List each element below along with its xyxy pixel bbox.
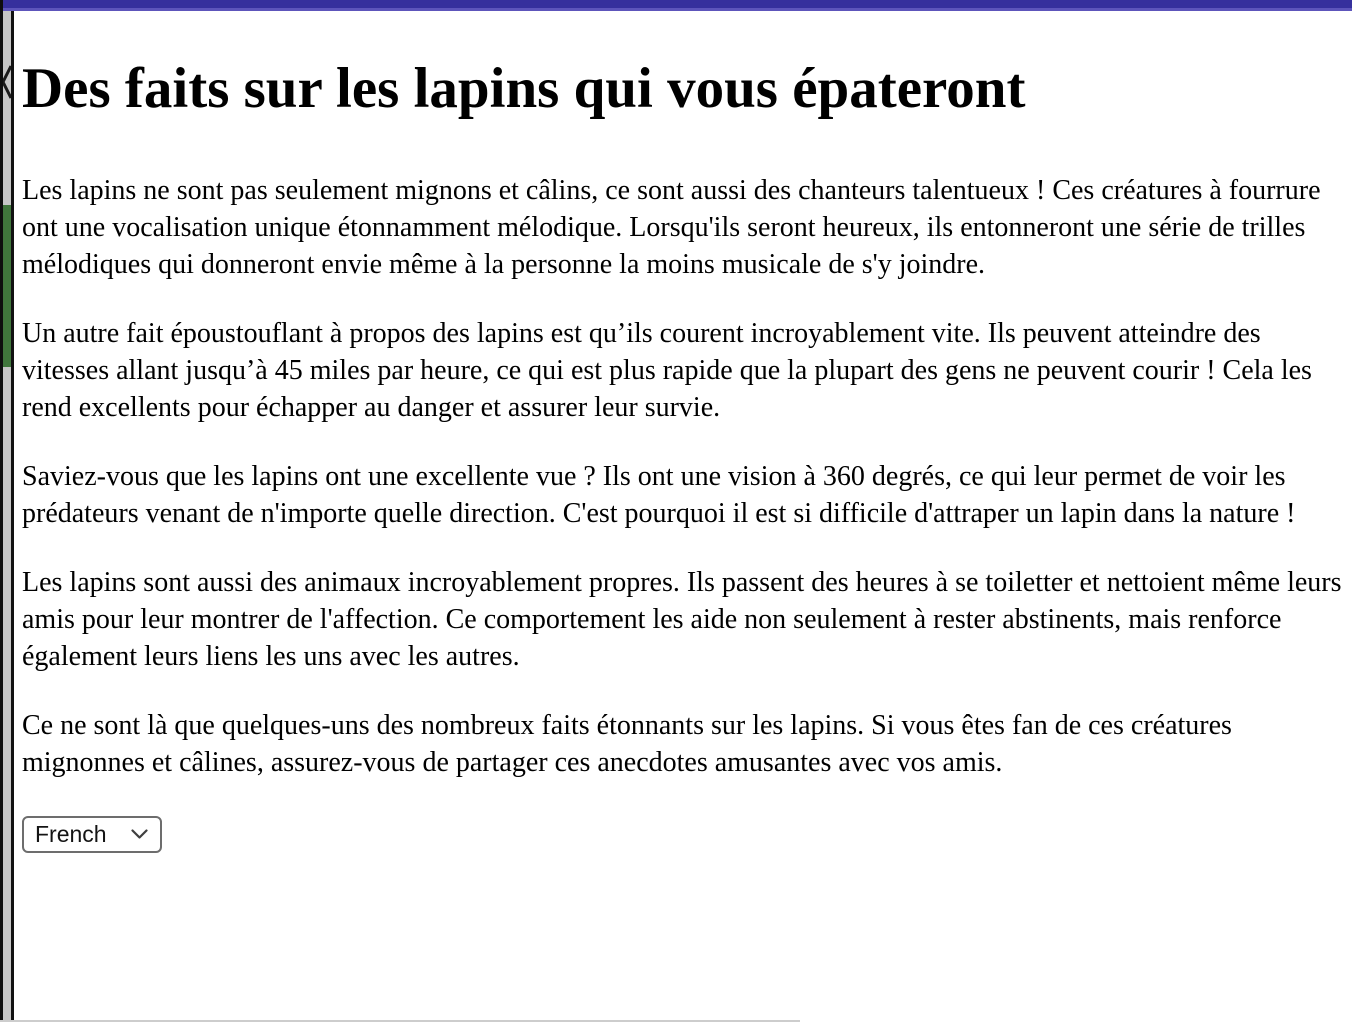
- page-window: [14, 11, 1352, 1022]
- paragraph-rabbit-closing: Ce ne sont là que quelques-uns des nombreux faits étonnants sur les lapins. Si vous êtes fan de ces créatures mignonnes et câlines, assurez-vous de partager ces anecdotes amusantes avec vos amis.: [22, 709, 1232, 778]
- language-select-value: French: [35, 820, 107, 847]
- angle-bracket-icon: [2, 64, 11, 100]
- background-window-edge: [3, 0, 11, 1022]
- paragraph-rabbit-speed: Un autre fait époustouflant à propos des lapins est qu’ils courent incroyablement vite. Ils peuvent atteindre des vitesses allant jusqu’à 45 miles par heure, ce qui est plus rapide que la plupart des gens ne peuvent courir ! Cela les rend excellents pour échapper au danger et assurer leur survie.: [22, 317, 1312, 423]
- chevron-down-icon: [131, 829, 148, 839]
- page-title: Des faits sur les lapins qui vous épateront: [22, 57, 1026, 120]
- paragraph-rabbit-grooming: Les lapins sont aussi des animaux incroyablement propres. Ils passent des heures à se toiletter et nettoient même leurs amis pour leur montrer de l'affection. Ce comportement les aide non seulement à rester abstinents, mais renforce également leurs liens les uns avec les autres.: [22, 566, 1342, 672]
- screen-left-edge: [0, 0, 3, 1022]
- content-window-left-border: [11, 0, 14, 1022]
- window-accent-bar: [3, 0, 1352, 11]
- paragraph-rabbit-vision: Saviez-vous que les lapins ont une excellente vue ? Ils ont une vision à 360 degrés, ce qui leur permet de voir les prédateurs venant de n'importe quelle direction. C'est pourquoi il est si difficile d'attraper un lapin dans la nature !: [22, 460, 1296, 529]
- language-select[interactable]: [22, 816, 162, 853]
- paragraph-rabbit-singing: Les lapins ne sont pas seulement mignons et câlins, ce sont aussi des chanteurs talentueux ! Ces créatures à fourrure ont une vocalisation unique étonnamment mélodique. Lorsqu'ils seront heureux, ils entonneront une série de trilles mélodiques qui donneront envie même à la personne la moins musicale de s'y joindre.: [22, 174, 1321, 280]
- background-window-green-segment: [3, 205, 11, 367]
